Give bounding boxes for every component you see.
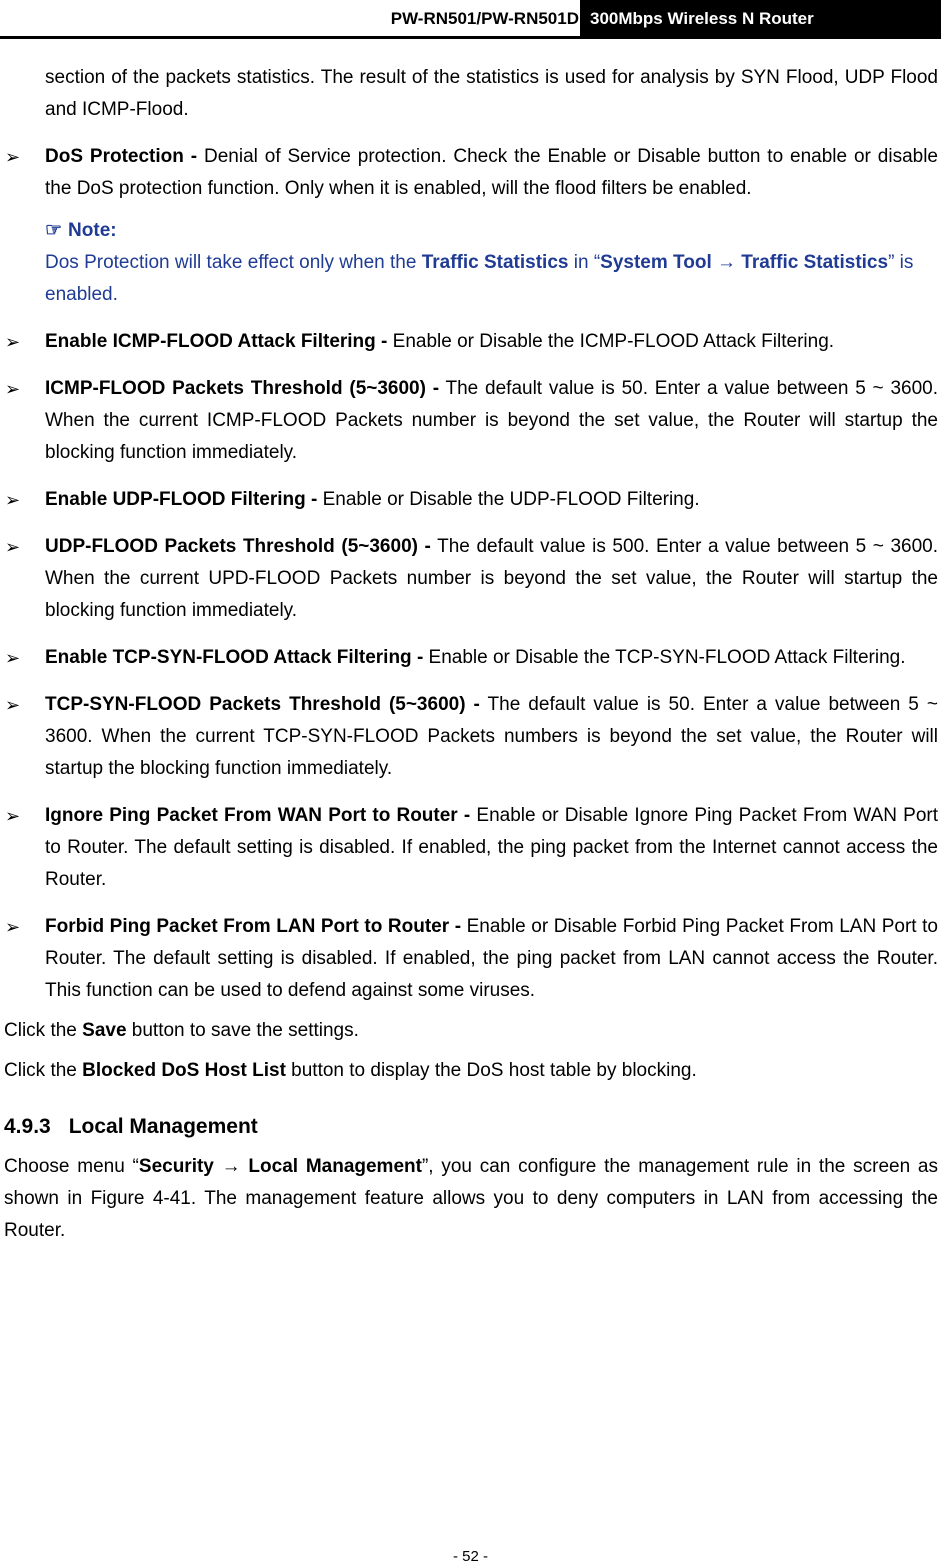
header-rule [0,36,941,39]
bullet-dos-protection [5,141,938,205]
blocked-list-instruction [4,1055,938,1087]
right-arrow-icon: → [711,252,742,273]
bullet-title: Enable UDP-FLOOD Filtering - [45,489,318,510]
text-part: Choose menu “ [4,1156,139,1177]
text-part: button to save the settings. [126,1020,359,1041]
bullet-text: Enable or Disable the ICMP-FLOOD Attack Filtering. [387,331,835,352]
save-button-label: Save [82,1020,127,1041]
text-part: Click the [4,1020,83,1041]
bullet-text: Denial of Service protection. Check the Enable or Disable button to enable or disable the DoS protection function. Only when it is enabled, will the flood filters be enabled. [45,146,938,199]
note-text [45,247,938,311]
bullet-text: Enable or Disable Ignore Ping Packet From WAN Port to Router. The default setting is disabled. If enabled, the ping packet from the Internet cannot access the Router. [45,805,939,890]
bullet-text: Enable or Disable Forbid Ping Packet From LAN Port to Router. The default setting is disabled. If enabled, the ping packet from LAN cannot access the Router. This function can be used to defend against some viruses. [45,916,938,1001]
section-heading [4,1111,941,1143]
bullet-title: ICMP-FLOOD Packets Threshold (5~3600) - [45,378,440,399]
model-name: PW-RN501/PW-RN501D [390,9,579,28]
menu-security: Security [138,1156,214,1177]
text-part: ”, you can configure the management rule in the screen as shown in Figure 4-41. The management feature allows you to deny computers in LAN from accessing the Router. [4,1156,938,1241]
page-content [0,62,941,1247]
page-number: - 52 - [452,1548,488,1565]
text-part: Click the [4,1060,83,1081]
bullet-title: UDP-FLOOD Packets Threshold (5~3600) - [45,536,431,557]
bullet-arrow-icon: ➢ [5,379,21,399]
bullet-text: Enable or Disable the UDP-FLOOD Filtering. [317,489,700,510]
bullet-arrow-icon: ➢ [5,917,21,937]
bullet-text: The default value is 500. Enter a value between 5 ~ 3600. When the current UPD-FLOOD Packets number is beyond the set value, the Router will startup the blocking function immediately. [45,536,938,621]
bullet-text: The default value is 50. Enter a value between 5 ~ 3600. When the current ICMP-FLOOD Packets number is beyond the set value, the Router will startup the blocking function immediately. [45,378,938,463]
bullet-title: DoS Protection - [45,146,198,167]
note-label: Note: [68,220,117,241]
bullet-title: Enable ICMP-FLOOD Attack Filtering - [45,331,388,352]
bullet-text: Enable or Disable the TCP-SYN-FLOOD Attack Filtering. [423,647,906,668]
intro-paragraph: section of the packets statistics. The result of the statistics is used for analysis by SYN Flood, UDP Flood and ICMP-Flood. [45,67,938,120]
bullet-title: Forbid Ping Packet From LAN Port to Router - [45,916,462,937]
note-text-part: Dos Protection will take effect only when the [45,252,422,273]
bullet-arrow-icon: ➢ [5,695,21,715]
product-name: 300Mbps Wireless N Router [580,0,941,37]
section-title: Local Management [68,1115,258,1138]
bullet-udp-flood-threshold [5,531,938,627]
bullet-text: The default value is 50. Enter a value between 5 ~ 3600. When the current TCP-SYN-FLOOD Packets numbers is beyond the set value, the Router will startup the blocking function immediately. [45,694,938,779]
note-bold-traffic-statistics: Traffic Statistics [421,252,569,273]
bullet-forbid-ping-lan [5,911,938,1007]
bullet-title: Enable TCP-SYN-FLOOD Attack Filtering - [45,647,424,668]
page-header [0,0,941,40]
bullet-title: TCP-SYN-FLOOD Packets Threshold (5~3600) - [45,694,480,715]
bullet-ignore-ping-wan [5,800,939,896]
menu-local-management: Local Management [248,1156,422,1177]
pointing-hand-icon: ☞ [45,220,63,241]
bullet-arrow-icon: ➢ [5,648,21,668]
bullet-arrow-icon: ➢ [5,147,21,167]
bullet-title: Ignore Ping Packet From WAN Port to Router - [45,805,471,826]
bullet-arrow-icon: ➢ [5,806,21,826]
note-text-part: ” is enabled. [45,252,914,305]
section-number: 4.9.3 [4,1115,51,1138]
bullet-icmp-flood-threshold [5,373,938,469]
bullet-arrow-icon: ➢ [5,537,21,557]
save-instruction [4,1015,938,1047]
note-bold-traffic-statistics-menu: Traffic Statistics [741,252,889,273]
bullet-tcp-syn-flood-filtering [5,642,938,674]
note-text-part: in “ [568,252,601,273]
bullet-tcp-syn-flood-threshold [5,689,938,785]
bullet-arrow-icon: ➢ [5,490,21,510]
bullet-icmp-flood-filtering [5,326,938,358]
blocked-dos-host-list-label: Blocked DoS Host List [82,1060,286,1081]
text-part: button to display the DoS host table by blocking. [285,1060,697,1081]
note-heading [45,215,938,247]
bullet-udp-flood-filtering [5,484,938,516]
right-arrow-icon: → [213,1156,249,1177]
bullet-arrow-icon: ➢ [5,332,21,352]
note-bold-system-tool: System Tool [600,252,712,273]
local-management-paragraph [4,1151,938,1247]
